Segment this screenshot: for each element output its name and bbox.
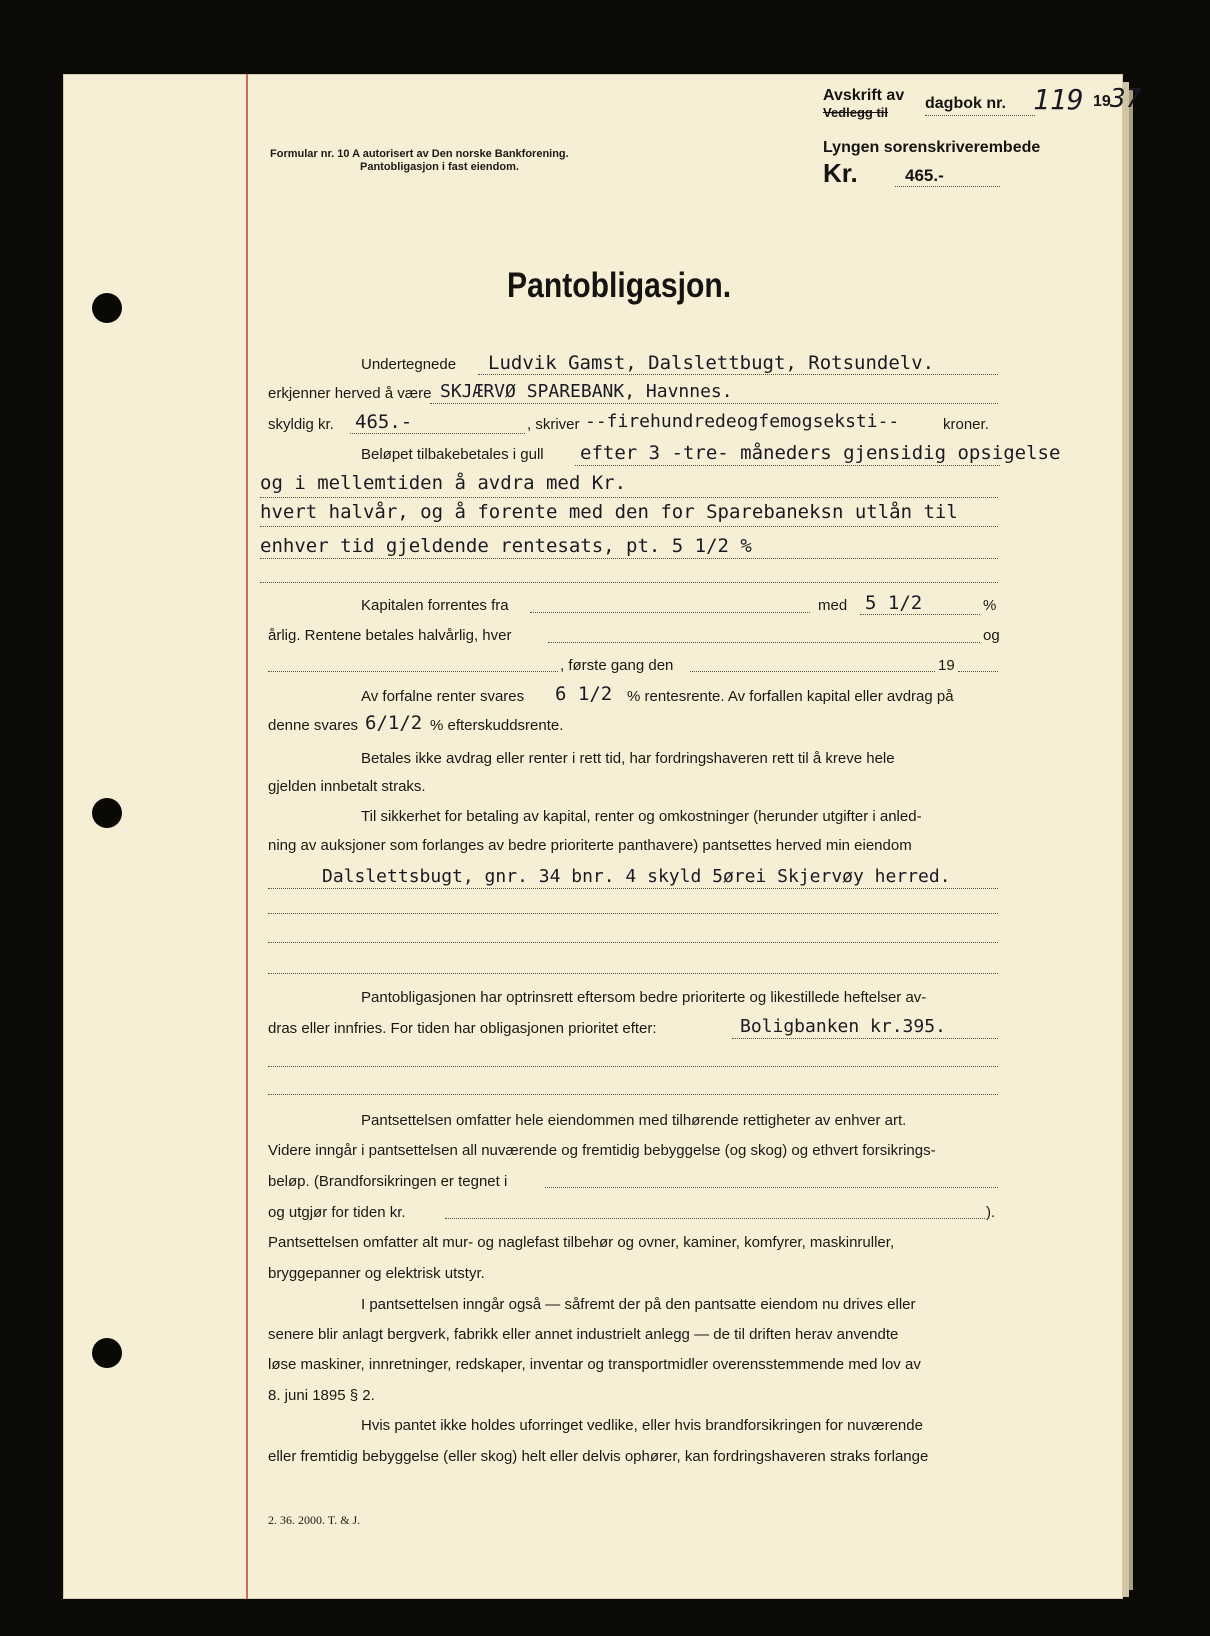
stamp-year-prefix: 19 <box>1093 93 1111 110</box>
forste-gang-rule-left <box>268 671 558 672</box>
margin-line <box>246 74 248 1599</box>
stamp-line-1: Avskrift av <box>823 87 905 104</box>
rule-line-5 <box>260 582 998 583</box>
erkjenner-value: SKJÆRVØ SPAREBANK, Havnnes. <box>440 381 733 402</box>
eiendom-rule-2 <box>268 913 998 914</box>
hvis-line-1: Hvis pantet ikke holdes uforringet vedlike, eller hvis brandforsikringen for nuværende <box>361 1417 923 1434</box>
inngar-line-1: I pantsettelsen inngår også — såfremt der på den pantsatte eiendom nu drives eller <box>361 1296 916 1313</box>
optrinsrett-line-2: dras eller innfries. For tiden har obligasjonen prioritet efter: <box>268 1020 657 1037</box>
formular-subtitle: Pantobligasjon i fast eiendom. <box>360 161 519 173</box>
formular-line: Formular nr. 10 A autorisert av Den norske Bankforening. <box>270 148 569 160</box>
rule-line-2 <box>260 497 998 498</box>
stamp-line-2: Lyngen sorenskriverembede <box>823 139 1041 156</box>
prioritet-rule-2 <box>268 1066 998 1067</box>
sikkerhet-line-2: ning av auksjoner som forlanges av bedre prioriterte panthavere) pantsettes herved min eiendom <box>268 837 912 854</box>
belopet-label: Beløpet tilbakebetales i gull <box>361 446 544 463</box>
prioritet-value: Boligbanken kr.395. <box>740 1016 946 1037</box>
erkjenner-rule <box>430 403 998 404</box>
forfalne-value: 6 1/2 <box>555 683 613 705</box>
undertegnede-value: Ludvik Gamst, Dalslettbugt, Rotsundelv. <box>488 352 935 374</box>
inngar-line-2: senere blir anlagt bergverk, fabrikk eller annet industrielt anlegg — de til driften herav anvendte <box>268 1326 899 1343</box>
utgjor-rule <box>445 1218 985 1219</box>
prioritet-rule <box>732 1038 998 1039</box>
skyldig-value: 465.- <box>355 411 413 433</box>
brandforsikring-rule <box>545 1187 998 1188</box>
kapitalen-label: Kapitalen forrentes fra <box>361 597 509 614</box>
omfatter-line-3: beløp. (Brandforsikringen er tegnet i <box>268 1173 508 1190</box>
og-label: og <box>983 627 1000 644</box>
omfatter-line-1: Pantsettelsen omfatter hele eiendommen med tilhørende rettigheter av enhver art. <box>361 1112 907 1129</box>
punch-hole-middle <box>92 798 122 828</box>
rule-line-3 <box>260 526 998 527</box>
belopet-value: efter 3 -tre- måneders gjensidig opsigelse <box>580 442 1061 464</box>
handwritten-line-3: hvert halvår, og å forente med den for Sparebaneksn utlån til <box>260 501 958 523</box>
forfalne-suffix: % rentesrente. Av forfallen kapital eller avdrag på <box>627 688 954 705</box>
bleed-through-text: · · · · · · · · · · · · · · · · · · · · · · · · · · · · · · <box>270 175 523 191</box>
skyldig-label: skyldig kr. <box>268 416 334 433</box>
denne-prefix: denne svares <box>268 717 359 734</box>
undertegnede-rule <box>478 374 998 375</box>
eiendom-rule-1 <box>268 888 998 889</box>
skriver-value: --firehundredeogfemogseksti-- <box>585 411 900 432</box>
forste-gang-rule-right <box>690 671 935 672</box>
prioritet-rule-3 <box>268 1094 998 1095</box>
arlig-label: årlig. Rentene betales halvårlig, hver <box>268 627 512 644</box>
med-label: med <box>818 597 848 614</box>
inngar-line-4: 8. juni 1895 § 2. <box>268 1387 375 1404</box>
omfatter-line-6: bryggepanner og elektrisk utstyr. <box>268 1265 485 1282</box>
percent-sign: % <box>983 597 997 614</box>
document-title: Pantobligasjon. <box>507 266 732 305</box>
eiendom-value: Dalslettsbugt, gnr. 34 bnr. 4 skyld 5ørei Skjervøy herred. <box>322 866 951 887</box>
stamp-dagbok-nr: 119 <box>1033 83 1084 116</box>
skriver-label: , skriver <box>527 416 580 433</box>
eiendom-rule-4 <box>268 973 998 974</box>
stamp-rule <box>925 115 1035 116</box>
sikkerhet-line-1: Til sikkerhet for betaling av kapital, renter og omkostninger (herunder utgifter i anled- <box>361 808 922 825</box>
year-19-label: 19 <box>938 657 955 674</box>
med-rule <box>860 614 980 615</box>
page-edge-shadow <box>1129 90 1133 1590</box>
handwritten-line-2: og i mellemtiden å avdra med Kr. <box>260 472 627 494</box>
stamp-kr-rule <box>895 186 1000 187</box>
hvis-line-2: eller fremtidig bebyggelse (eller skog) helt eller delvis ophører, kan fordringshaveren straks forlange <box>268 1448 929 1465</box>
optrinsrett-line-1: Pantobligasjonen har optrinsrett eftersom bedre prioriterte og likestillede heftelser av- <box>361 989 927 1006</box>
omfatter-line-2: Videre inngår i pantsettelsen all nuværende og fremtidig bebyggelse (og skog) og ethvert forsikrings- <box>268 1142 936 1159</box>
denne-value: 6/1/2 <box>365 712 423 734</box>
stamp-kr-label: Kr. <box>823 158 858 188</box>
kapitalen-rule <box>530 612 810 613</box>
omfatter-line-4-end: ). <box>986 1204 996 1221</box>
footer-print-code: 2. 36. 2000. T. & J. <box>268 1513 361 1527</box>
stamp-struck: Vedlegg til <box>823 105 889 120</box>
skyldig-rule <box>350 433 525 434</box>
stamp-year-hw: 37 <box>1110 84 1142 114</box>
forfalne-prefix: Av forfalne renter svares <box>361 688 525 705</box>
erkjenner-label: erkjenner herved å være <box>268 385 432 402</box>
betales-line-1: Betales ikke avdrag eller renter i rett tid, har fordringshaveren rett til å kreve hele <box>361 750 895 767</box>
belopet-rule <box>575 465 1000 466</box>
forste-gang-label: , første gang den <box>560 657 674 674</box>
omfatter-line-4: og utgjør for tiden kr. <box>268 1204 406 1221</box>
stamp-dagbok-label: dagbok nr. <box>925 95 1006 112</box>
eiendom-rule-3 <box>268 942 998 943</box>
kroner-label: kroner. <box>943 416 989 433</box>
undertegnede-label: Undertegnede <box>361 356 457 373</box>
rule-line-4 <box>260 558 998 559</box>
med-value: 5 1/2 <box>865 592 923 614</box>
inngar-line-3: løse maskiner, innretninger, redskaper, inventar og transportmidler overensstemmende med lov av <box>268 1356 921 1373</box>
year-19-rule <box>958 671 998 672</box>
stamp-kr-value: 465.- <box>905 166 944 185</box>
punch-hole-bottom <box>92 1338 122 1368</box>
omfatter-line-5: Pantsettelsen omfatter alt mur- og naglefast tilbehør og ovner, kaminer, komfyrer, maskinruller, <box>268 1234 895 1251</box>
arlig-rule <box>548 642 980 643</box>
denne-suffix: % efterskuddsrente. <box>430 717 564 734</box>
betales-line-2: gjelden innbetalt straks. <box>268 778 426 795</box>
punch-hole-top <box>92 293 122 323</box>
handwritten-line-4: enhver tid gjeldende rentesats, pt. 5 1/2 % <box>260 535 752 557</box>
